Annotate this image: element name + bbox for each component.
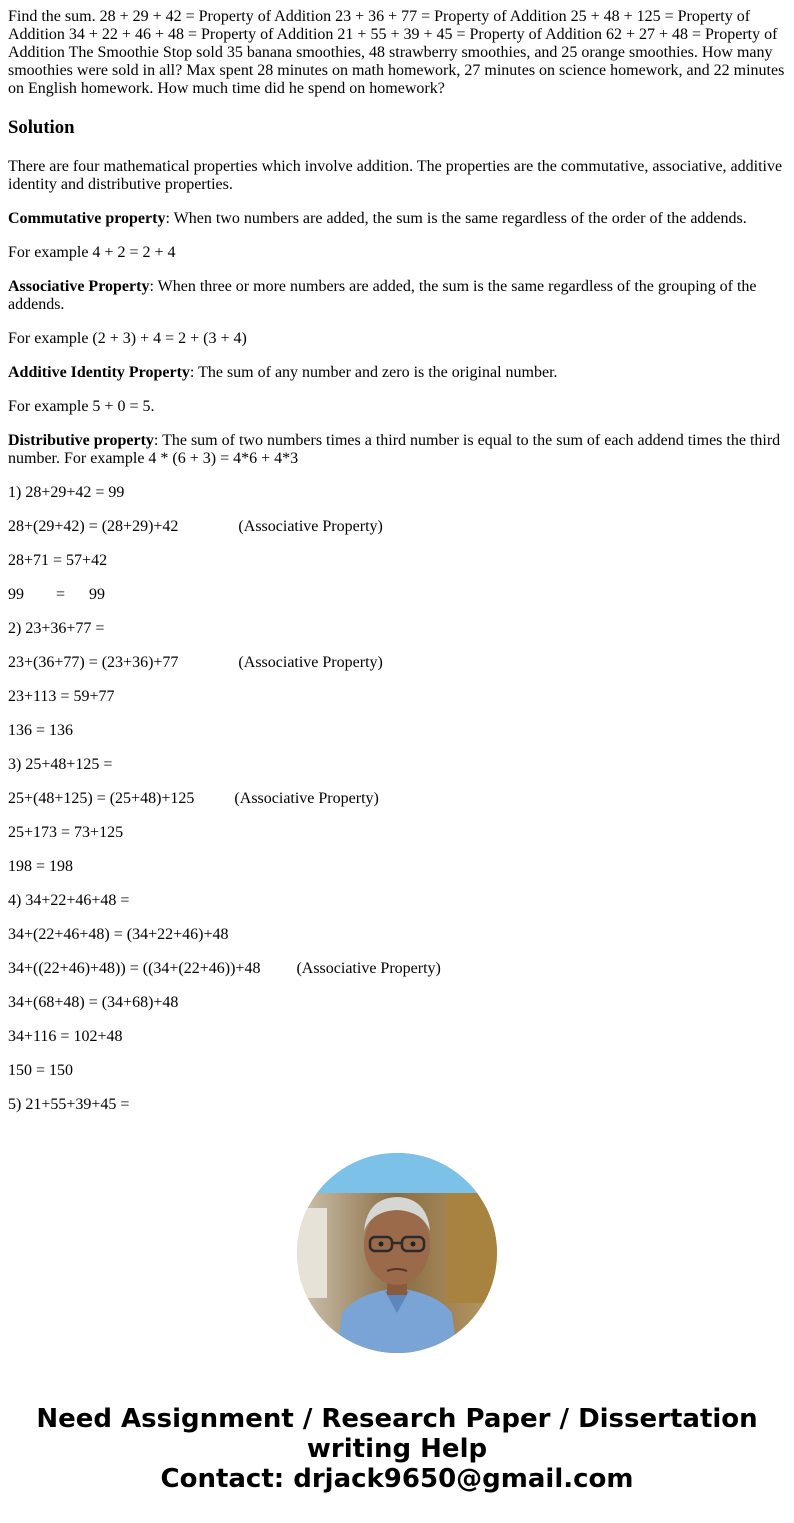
work-line: 4) 34+22+46+48 =: [8, 892, 130, 909]
footer-line-2: writing Help: [306, 1434, 488, 1464]
author-photo: [297, 1153, 497, 1353]
work-line: 136 = 136: [8, 722, 74, 739]
footer-contact-line: Contact: drjack9650@gmail.com: [160, 1464, 634, 1494]
property-label: Additive Identity Property: [8, 364, 190, 381]
intro-paragraph: There are four mathematical properties which involve addition. The properties are the commutative, associative, additive identity and distributive properties.: [8, 158, 783, 193]
property-label: Commutative property: [8, 210, 166, 227]
work-line: 1) 28+29+42 = 99: [8, 484, 125, 501]
work-line: 28+71 = 57+42: [8, 552, 108, 569]
footer-contact: [0, 1404, 794, 1494]
work-line: 5) 21+55+39+45 =: [8, 1096, 130, 1113]
work-line: 150 = 150: [8, 1062, 74, 1079]
property-example: For example (2 + 3) + 4 = 2 + (3 + 4): [8, 330, 247, 347]
property-distributive: [8, 432, 786, 468]
work-line: 25+173 = 73+125: [8, 824, 124, 841]
property-text: : When three or more numbers are added, the sum is the same regardless of the grouping of the addends.: [8, 278, 757, 313]
solution-heading: Solution: [8, 117, 75, 138]
work-line: 34+116 = 102+48: [8, 1028, 123, 1045]
author-avatar: [297, 1153, 497, 1353]
question-text: Find the sum. 28 + 29 + 42 = Property of Addition 23 + 36 + 77 = Property of Addition 25 + 48 + 125 = Property of Addition 34 + 22 + 46 + 48 = Property of Addition 21 + 55 + 39 + 45 = Property of Addition 62 + 27 + 48 = Property of Addition The Smoothie Stop sold 35 banana smoothies, 48 strawberry smoothies, and 25 orange smoothies. How many smoothies were sold in all? Max spent 28 minutes on math homework, 27 minutes on science homework, and 22 minutes on English homework. How much time did he spend on homework?: [8, 8, 785, 97]
property-example: For example 4 + 2 = 2 + 4: [8, 244, 176, 261]
property-commutative: [8, 210, 786, 228]
property-additive-identity: [8, 364, 786, 382]
work-line: 198 = 198: [8, 858, 74, 875]
property-associative: [8, 278, 786, 314]
property-label: Distributive property: [8, 432, 154, 449]
work-line: 34+(68+48) = (34+68)+48: [8, 994, 179, 1011]
work-line: 34+(22+46+48) = (34+22+46)+48: [8, 926, 229, 943]
property-text: : The sum of any number and zero is the original number.: [189, 364, 558, 381]
property-label: Associative Property: [8, 278, 150, 295]
footer-line-1: Need Assignment / Research Paper / Dissertation: [36, 1404, 758, 1434]
property-text: : The sum of two numbers times a third number is equal to the sum of each addend times the third number. For example 4 * (6 + 3) = 4*6 + 4*3: [8, 432, 781, 467]
property-example: For example 5 + 0 = 5.: [8, 398, 155, 415]
work-line: 23+(36+77) = (23+36)+77 (Associative Property): [8, 654, 383, 671]
work-line: 3) 25+48+125 =: [8, 756, 113, 773]
work-line: 34+((22+46)+48)) = ((34+(22+46))+48 (Associative Property): [8, 960, 441, 977]
work-line: 99 = 99: [8, 586, 106, 603]
property-text: : When two numbers are added, the sum is the same regardless of the order of the addends.: [165, 210, 747, 227]
work-line: 23+113 = 59+77: [8, 688, 115, 705]
work-line: 28+(29+42) = (28+29)+42 (Associative Property): [8, 518, 383, 535]
work-line: 25+(48+125) = (25+48)+125 (Associative Property): [8, 790, 379, 807]
work-line: 2) 23+36+77 =: [8, 620, 105, 637]
